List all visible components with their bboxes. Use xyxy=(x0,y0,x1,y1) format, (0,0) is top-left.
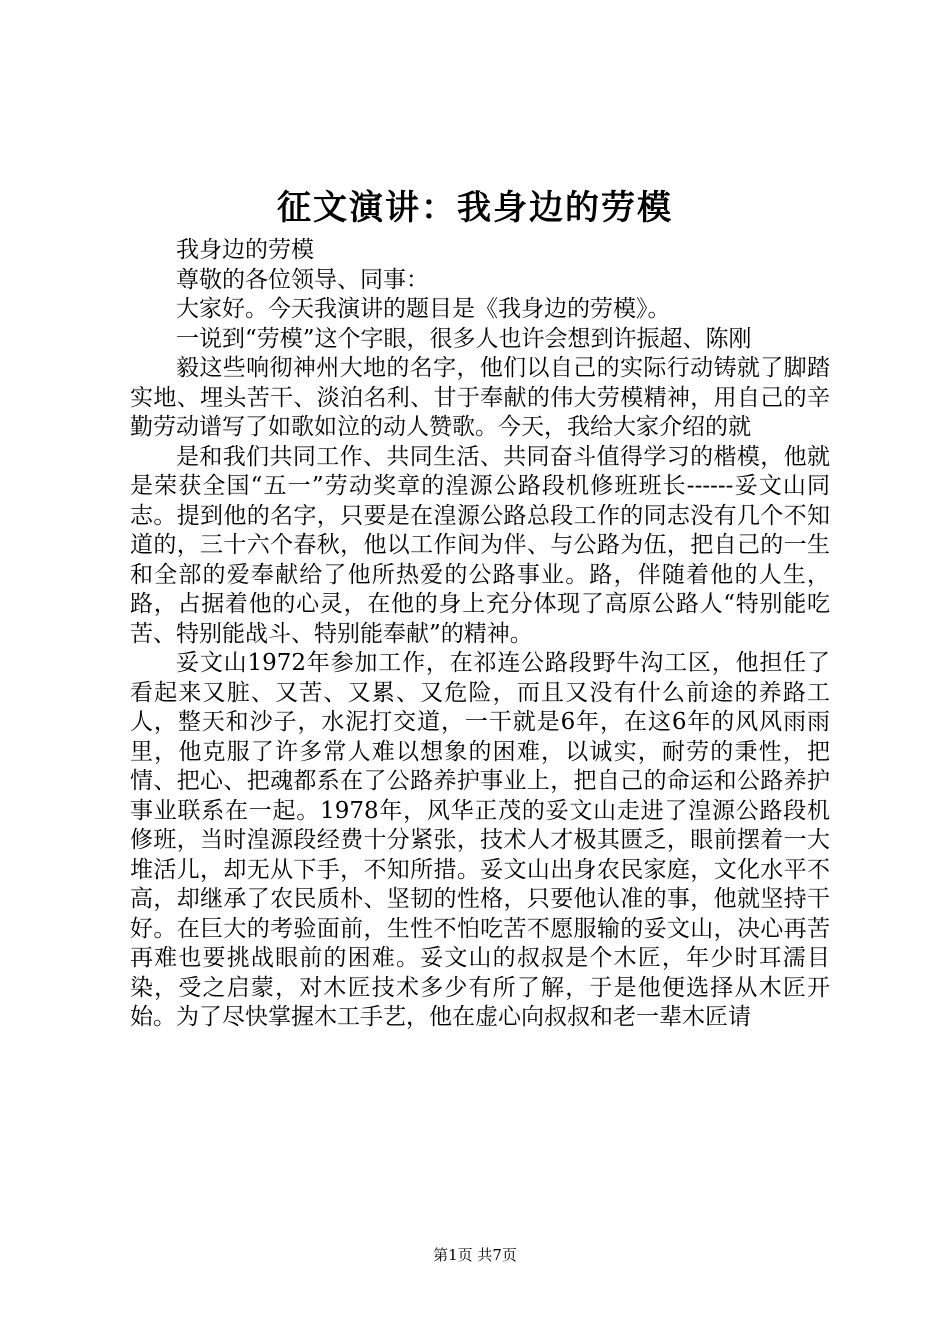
paragraph: 我身边的劳模 xyxy=(176,237,314,263)
document-title: 征文演讲：我身边的劳模 xyxy=(277,188,673,228)
paragraph: 是和我们共同工作、共同生活、共同奋斗值得学习的楷模，他就是荣获全国“五一”劳动奖章的湟源公路段机修班班长------妥文山同志。提到他的名字，只要是在湟源公路总段工作的同志没有几个不知道的，三十六个春秋，他以工作间为伴、与公路为伍，把自己的一生和全部的爱奉献给了他所热爱的公路事业。路，伴随着他的人生，路，占据着他的心灵，在他的身上充分体现了高原公路人“特别能吃苦、特别能战斗、特别能奉献”的精神。 xyxy=(130,443,830,647)
paragraph: 妥文山1972年参加工作，在祁连公路段野牛沟工区，他担任了看起来又脏、又苦、又累、又危险，而且又没有什么前途的养路工人，整天和沙子，水泥打交道，一干就是6年，在这6年的风风雨雨里，他克服了许多常人难以想象的困难，以诚实，耐劳的秉性，把情、把心、把魂都系在了公路养护事业上，把自己的命运和公路养护事业联系在一起。1978年，风华正茂的妥文山走进了湟源公路段机修班，当时湟源段经费十分紧张，技术人才极其匮乏，眼前摆着一大堆活儿，却无从下手，不知所措。妥文山出身农民家庭，文化水平不高，却继承了农民质朴、坚韧的性格，只要他认准的事，他就坚持干好。在巨大的考验面前，生性不怕吃苦不愿服输的妥文山，决心再苦再难也要挑战眼前的困难。妥文山的叔叔是个木匠，年少时耳濡目染，受之启蒙，对木匠技术多少有所了解，于是他便选择从木匠开始。为了尽快掌握木工手艺，他在虚心向叔叔和老一辈木匠请 xyxy=(130,650,830,1030)
paragraph: 毅这些响彻神州大地的名字，他们以自己的实际行动铸就了脚踏实地、埋头苦干、淡泊名利、甘于奉献的伟大劳模精神，用自己的辛勤劳动谱写了如歌如泣的动人赞歌。今天，我给大家介绍的就 xyxy=(130,355,830,440)
paragraph: 一说到“劳模”这个字眼，很多人也许会想到许振超、陈刚 xyxy=(176,325,752,352)
document-body xyxy=(130,236,830,1033)
paragraph: 大家好。今天我演讲的题目是《我身边的劳模》。 xyxy=(176,296,671,322)
paragraph: 尊敬的各位领导、同事： xyxy=(176,266,429,293)
page-footer: 第1页 共7页 xyxy=(433,1246,517,1264)
